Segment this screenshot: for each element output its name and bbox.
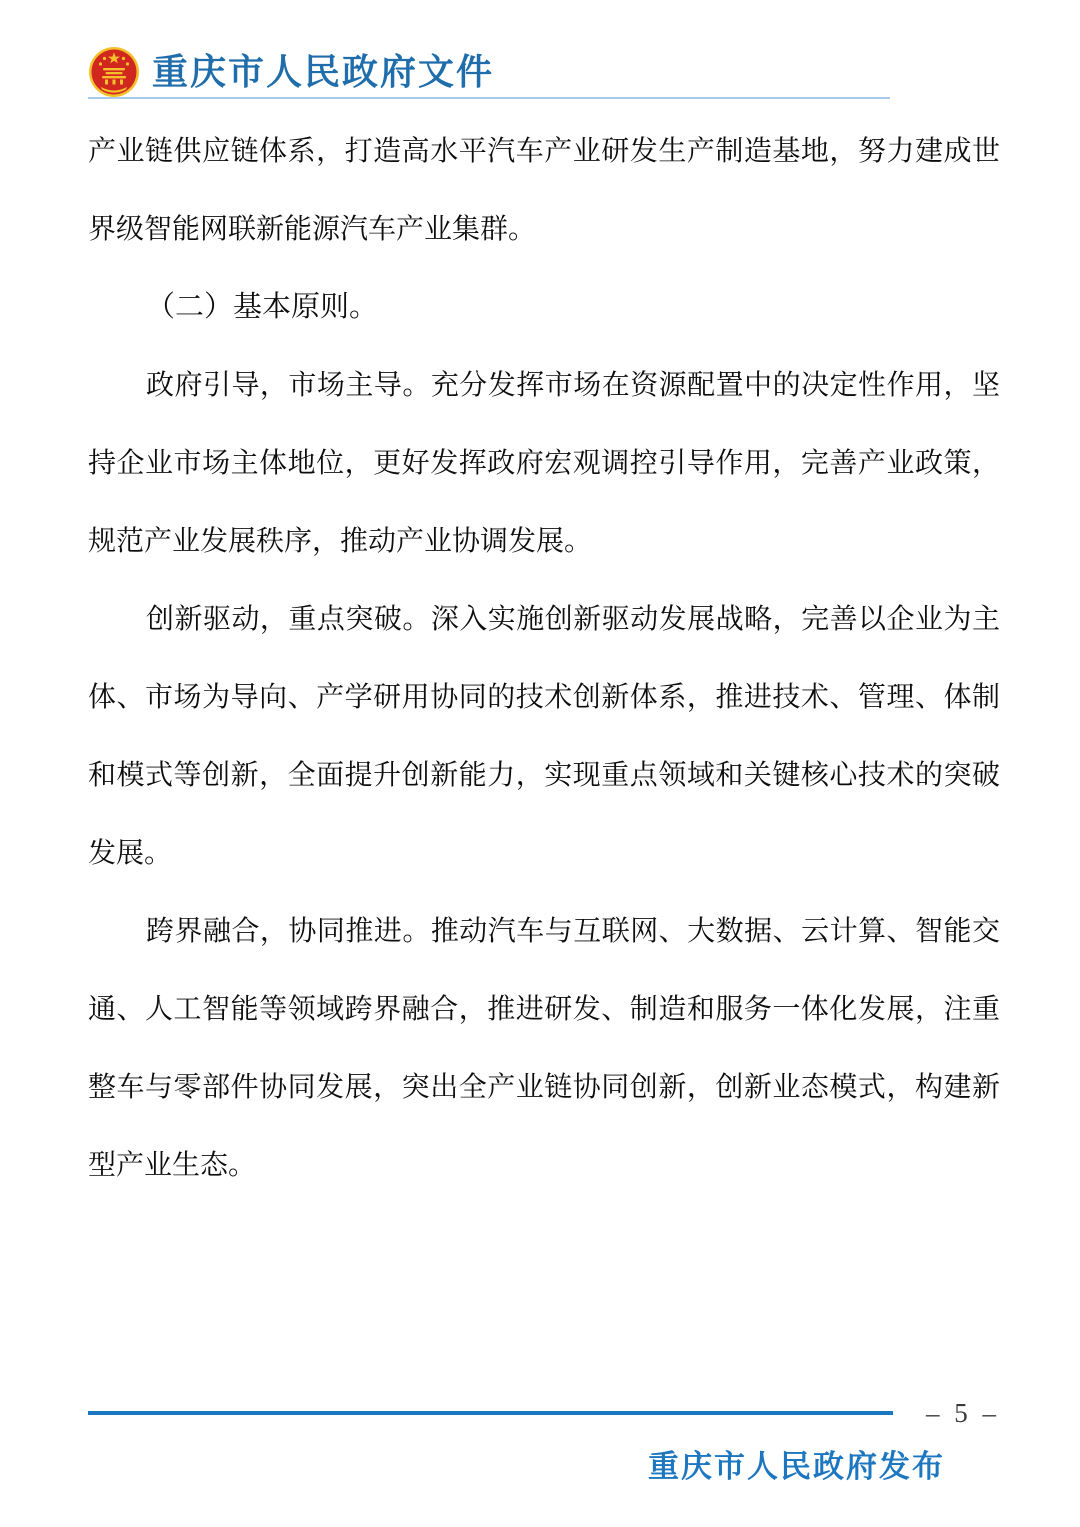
paragraph: [88, 346, 1000, 580]
footer-divider-line: [88, 1411, 893, 1415]
text-line: 跨界融合，协同推进。推动汽车与互联网、大数据、云计算、智能交: [146, 915, 1000, 946]
national-emblem-icon: [88, 46, 140, 98]
text-line: 产业链供应链体系，打造高水平汽车产业研发生产制造基地，努力建成世: [88, 135, 1000, 166]
text-line: 通、人工智能等领域跨界融合，推进研发、制造和服务一体化发展，注重: [88, 993, 1000, 1024]
text-line: 界级智能网联新能源汽车产业集群。: [88, 213, 537, 244]
text-line: 创新驱动，重点突破。深入实施创新驱动发展战略，完善以企业为主: [146, 603, 1000, 634]
text-line: 规范产业发展秩序，推动产业协调发展。: [88, 525, 593, 556]
publisher-line: 重庆市人民政府发布: [648, 1449, 945, 1484]
text-line: 和模式等创新，全面提升创新能力，实现重点领域和关键核心技术的突破: [88, 759, 1000, 790]
text-line: （二）基本原则。: [146, 291, 379, 323]
header-divider-line: [88, 97, 890, 99]
text-line: 整车与零部件协同发展，突出全产业链协同创新，创新业态模式，构建新: [88, 1071, 1000, 1102]
document-body: [88, 112, 1000, 1204]
text-line: 持企业市场主体地位，更好发挥政府宏观调控引导作用，完善产业政策，: [88, 447, 1000, 478]
paragraph: [88, 892, 1000, 1204]
section-heading: [88, 268, 1000, 346]
text-line: 体、市场为导向、产学研用协同的技术创新体系，推进技术、管理、体制: [88, 681, 1000, 712]
text-line: 政府引导，市场主导。充分发挥市场在资源配置中的决定性作用，坚: [146, 369, 1000, 400]
page-number: – 5 –: [926, 1398, 1000, 1428]
paragraph: [88, 112, 1000, 268]
document-header-title: 重庆市人民政府文件: [152, 52, 495, 92]
paragraph: [88, 580, 1000, 892]
text-line: 型产业生态。: [88, 1149, 257, 1180]
text-line: 发展。: [88, 837, 173, 868]
